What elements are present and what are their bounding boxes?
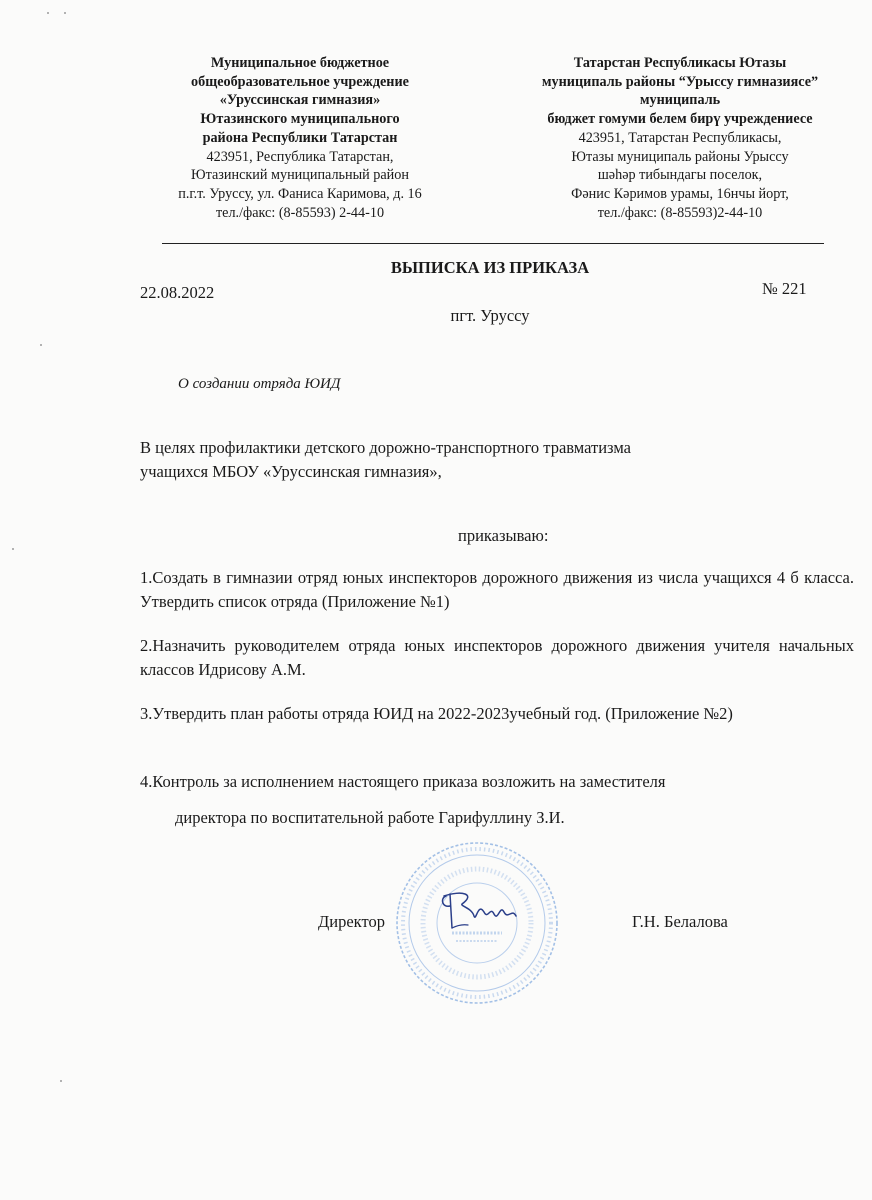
intro-line: В целях профилактики детского дорожно-транспортного травматизма: [140, 438, 631, 457]
signature-name: Г.Н. Белалова: [632, 912, 728, 931]
header-left-line: Муниципальное бюджетное: [210, 55, 390, 71]
header-left-line: «Уруссинская гимназия»: [219, 92, 381, 109]
document-title: ВЫПИСКА ИЗ ПРИКАЗА: [390, 258, 590, 277]
signature-position: Директор: [318, 912, 385, 931]
director-signature: [432, 888, 532, 938]
intro-line: учащихся МБОУ «Уруссинская гимназия»,: [140, 462, 442, 481]
header-right: [496, 54, 864, 222]
header-left-line: общеобразовательное учреждение: [191, 73, 409, 90]
order-item-3: 3.Утвердить план работы отряда ЮИД на 2022-2023учебный год. (Приложение №2): [140, 704, 733, 723]
scan-speck: [64, 12, 66, 14]
order-item-4: 4.Контроль за исполнением настоящего приказа возложить на заместителя: [140, 772, 666, 791]
document-subject: О создании отряда ЮИД: [178, 376, 341, 392]
header-left-line: района Республики Татарстан: [202, 129, 398, 146]
order-item-1: 1.Создать в гимназии отряд юных инспекторов дорожного движения из числа учащихся 4 б класса. Утвердить список отряда (Приложение №1): [140, 568, 854, 611]
order-item-2: 2.Назначить руководителем отряда юных инспекторов дорожного движения учителя начальных классов Идрисову А.М.: [140, 636, 854, 679]
document-intro: [140, 436, 631, 484]
header-right-line: шәһәр тибындагы поселок,: [597, 167, 763, 184]
header-left-line: Ютазинский муниципальный район: [191, 167, 409, 184]
scan-speck: [40, 344, 42, 346]
header-divider: [162, 243, 824, 244]
header-left-line: Ютазинского муниципального: [200, 111, 400, 128]
header-right-line: муниципаль районы “Урыссу гимназиясе”: [541, 73, 819, 90]
document-number: № 221: [762, 279, 807, 298]
document-date: 22.08.2022: [140, 283, 215, 302]
scan-speck: [60, 1080, 62, 1082]
header-left: [150, 54, 450, 222]
document-place: пгт. Уруссу: [450, 306, 530, 325]
header-left-line: 423951, Республика Татарстан,: [206, 148, 394, 165]
header-right-line: Фәнис Кәримов урамы, 16нчы йорт,: [571, 185, 789, 202]
order-item-4-continuation: директора по воспитательной работе Гарифуллину З.И.: [175, 808, 565, 827]
header-right-line: муниципаль: [639, 92, 721, 109]
header-right-line: 423951, Татарстан Республикасы,: [578, 129, 782, 146]
header-left-line: тел./факс: (8-85593) 2-44-10: [215, 204, 385, 221]
order-word: приказываю:: [458, 526, 549, 545]
scan-speck: [47, 12, 49, 14]
header-right-line: Татарстан Республикасы Ютазы: [573, 55, 787, 71]
header-right-line: бюджет гомуми белем бирү учреждениесе: [547, 111, 813, 128]
header-right-line: Ютазы муниципаль районы Урыссу: [571, 148, 789, 165]
header-left-line: п.г.т. Уруссу, ул. Фаниса Каримова, д. 16: [178, 185, 422, 202]
header-right-line: тел./факс: (8-85593)2-44-10: [597, 204, 763, 221]
scan-speck: [12, 548, 14, 550]
